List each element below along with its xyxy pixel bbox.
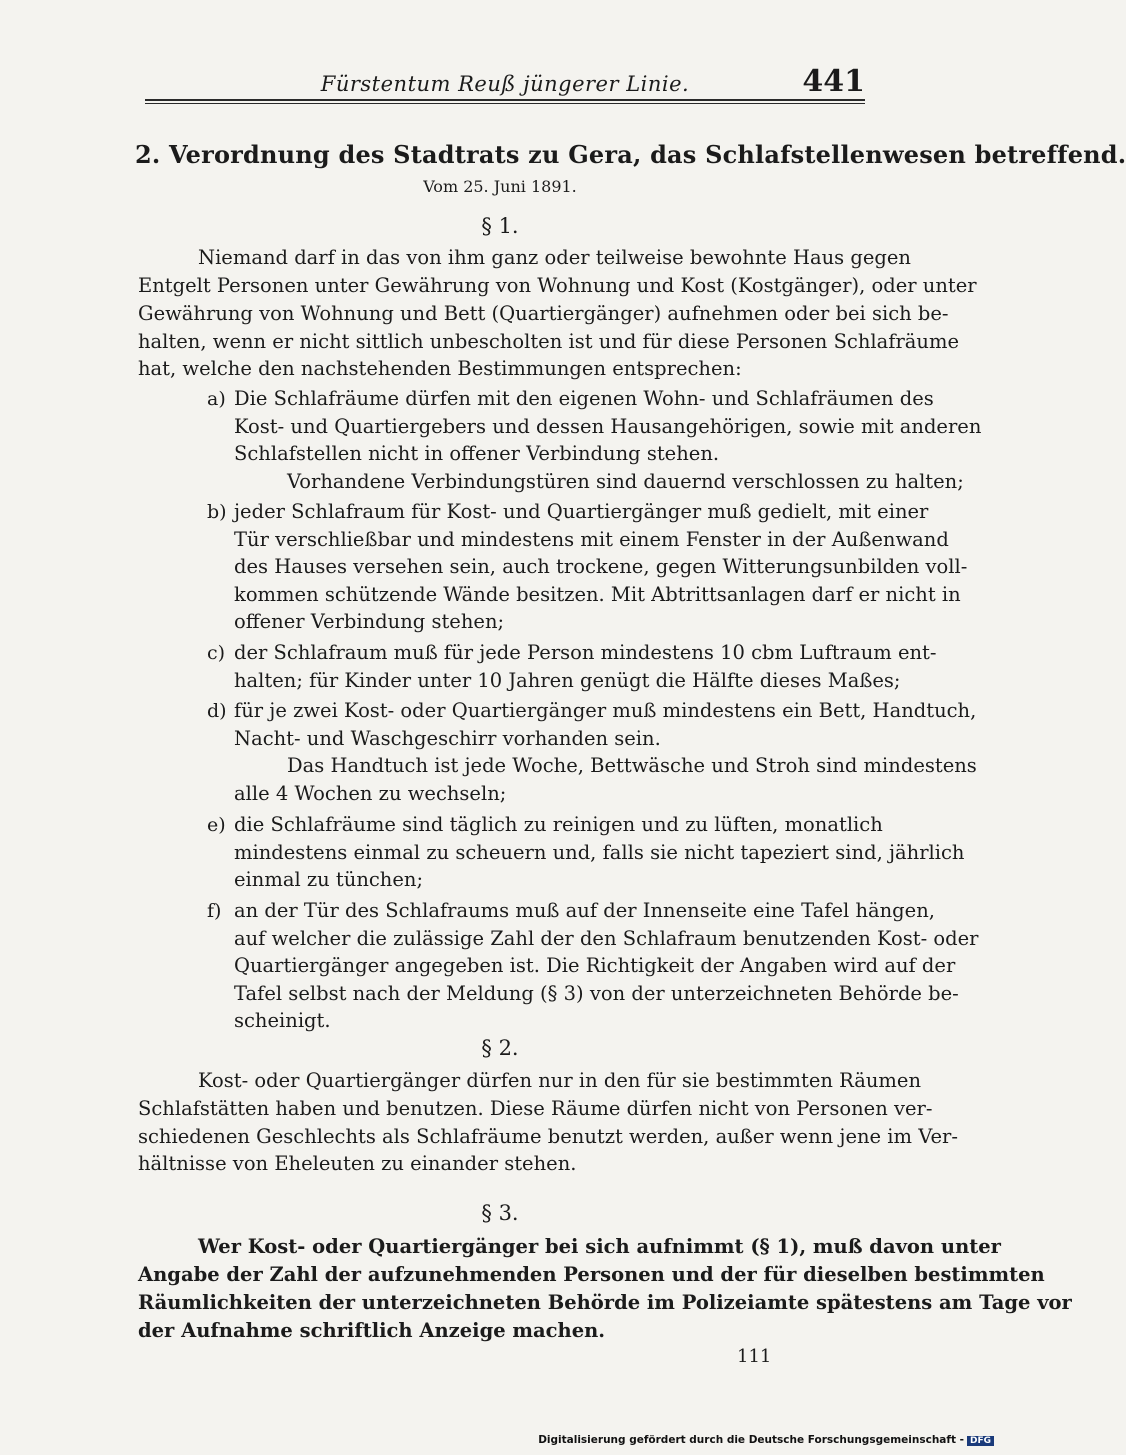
document-title: 2. Verordnung des Stadtrats zu Gera, das Schlafstellenwesen betreffend. <box>135 140 1126 169</box>
running-head <box>145 64 865 100</box>
item-b-line: Tür verschließbar und mindestens mit einem Fenster in der Außenwand <box>234 528 949 551</box>
paragraph-line: Gewährung von Wohnung und Bett (Quartiergänger) aufnehmen oder bei sich be- <box>138 302 949 325</box>
paragraph-line: Räumlichkeiten der unterzeichneten Behörde im Polizeiamte spätestens am Tage vor <box>138 1291 1072 1314</box>
item-f-line: scheinigt. <box>234 1009 331 1032</box>
item-label-d: d) <box>207 700 227 722</box>
item-label-e: e) <box>207 814 226 836</box>
item-b-line: des Hauses versehen sein, auch trockene, gegen Witterungsunbilden voll- <box>234 555 968 578</box>
running-title: Fürstentum Reuß jüngerer Linie. <box>320 72 690 96</box>
item-a-line: Die Schlafräume dürfen mit den eigenen Wohn- und Schlafräumen des <box>234 387 934 410</box>
item-label-b: b) <box>207 501 227 523</box>
header-rule-thin <box>145 103 865 104</box>
item-d-line: Nacht- und Waschgeschirr vorhanden sein. <box>234 727 661 750</box>
paragraph-line: Entgelt Personen unter Gewährung von Wohnung und Kost (Kostgänger), oder unter <box>138 274 977 297</box>
item-d-line: für je zwei Kost- oder Quartiergänger muß mindestens ein Bett, Handtuch, <box>234 699 977 722</box>
paragraph-line: Kost- oder Quartiergänger dürfen nur in den für sie bestimmten Räumen <box>198 1069 922 1092</box>
item-a-line: Schlafstellen nicht in offener Verbindung stehen. <box>234 442 720 465</box>
item-f-line: Tafel selbst nach der Meldung (§ 3) von der unterzeichneten Behörde be- <box>234 982 959 1005</box>
item-label-c: c) <box>207 642 226 664</box>
paragraph-line: hältnisse von Eheleuten zu einander stehen. <box>138 1152 577 1175</box>
digitization-footer <box>538 1434 994 1446</box>
item-c-line: halten; für Kinder unter 10 Jahren genügt die Hälfte dieses Maßes; <box>234 669 901 692</box>
section-1-mark: § 1. <box>481 214 519 238</box>
section-2-mark: § 2. <box>481 1036 519 1060</box>
header-rule <box>145 99 865 101</box>
item-a-line: Kost- und Quartiergebers und dessen Hausangehörigen, sowie mit anderen <box>234 415 982 438</box>
item-f-line: an der Tür des Schlafraums muß auf der Innenseite eine Tafel hängen, <box>234 899 935 922</box>
item-b-line: jeder Schlafraum für Kost- und Quartiergänger muß gedielt, mit einer <box>234 500 929 523</box>
item-e-line: die Schlafräume sind täglich zu reinigen und zu lüften, monatlich <box>234 813 883 836</box>
item-d-note: alle 4 Wochen zu wechseln; <box>234 782 507 805</box>
paragraph-line: Angabe der Zahl der aufzunehmenden Personen und der für dieselben bestimmten <box>138 1263 1045 1286</box>
paragraph-line: halten, wenn er nicht sittlich unbescholten ist und für diese Personen Schlafräume <box>138 330 960 353</box>
footer-text: Digitalisierung gefördert durch die Deutsche Forschungsgemeinschaft - <box>538 1434 964 1446</box>
page-number: 441 <box>802 64 865 99</box>
item-e-line: mindestens einmal zu scheuern und, falls sie nicht tapeziert sind, jährlich <box>234 841 965 864</box>
item-c-line: der Schlafraum muß für jede Person mindestens 10 cbm Luftraum ent- <box>234 641 937 664</box>
section-3-mark: § 3. <box>481 1201 519 1225</box>
item-label-a: a) <box>207 388 226 410</box>
paragraph-line: Wer Kost- oder Quartiergänger bei sich aufnimmt (§ 1), muß davon unter <box>198 1235 1001 1258</box>
paragraph-line: schiedenen Geschlechts als Schlafräume benutzt werden, außer wenn jene im Ver- <box>138 1125 958 1148</box>
item-a-note: Vorhandene Verbindungstüren sind dauernd verschlossen zu halten; <box>287 470 964 493</box>
paragraph-line: Schlafstätten haben und benutzen. Diese Räume dürfen nicht von Personen ver- <box>138 1097 933 1120</box>
item-b-line: kommen schützende Wände besitzen. Mit Abtrittsanlagen darf er nicht in <box>234 583 961 606</box>
folio-number: 111 <box>737 1346 772 1367</box>
item-f-line: auf welcher die zulässige Zahl der den Schlafraum benutzenden Kost- oder <box>234 927 979 950</box>
paragraph-line: hat, welche den nachstehenden Bestimmungen entsprechen: <box>138 357 742 380</box>
item-b-line: offener Verbindung stehen; <box>234 610 505 633</box>
paragraph-line: der Aufnahme schriftlich Anzeige machen. <box>138 1319 606 1342</box>
paragraph-line: Niemand darf in das von ihm ganz oder teilweise bewohnte Haus gegen <box>198 246 911 269</box>
dfg-logo: DFG <box>967 1436 994 1446</box>
item-e-line: einmal zu tünchen; <box>234 868 424 891</box>
document-date: Vom 25. Juni 1891. <box>423 177 577 196</box>
item-f-line: Quartiergänger angegeben ist. Die Richtigkeit der Angaben wird auf der <box>234 954 956 977</box>
item-d-note: Das Handtuch ist jede Woche, Bettwäsche und Stroh sind mindestens <box>287 754 977 777</box>
item-label-f: f) <box>207 900 222 922</box>
